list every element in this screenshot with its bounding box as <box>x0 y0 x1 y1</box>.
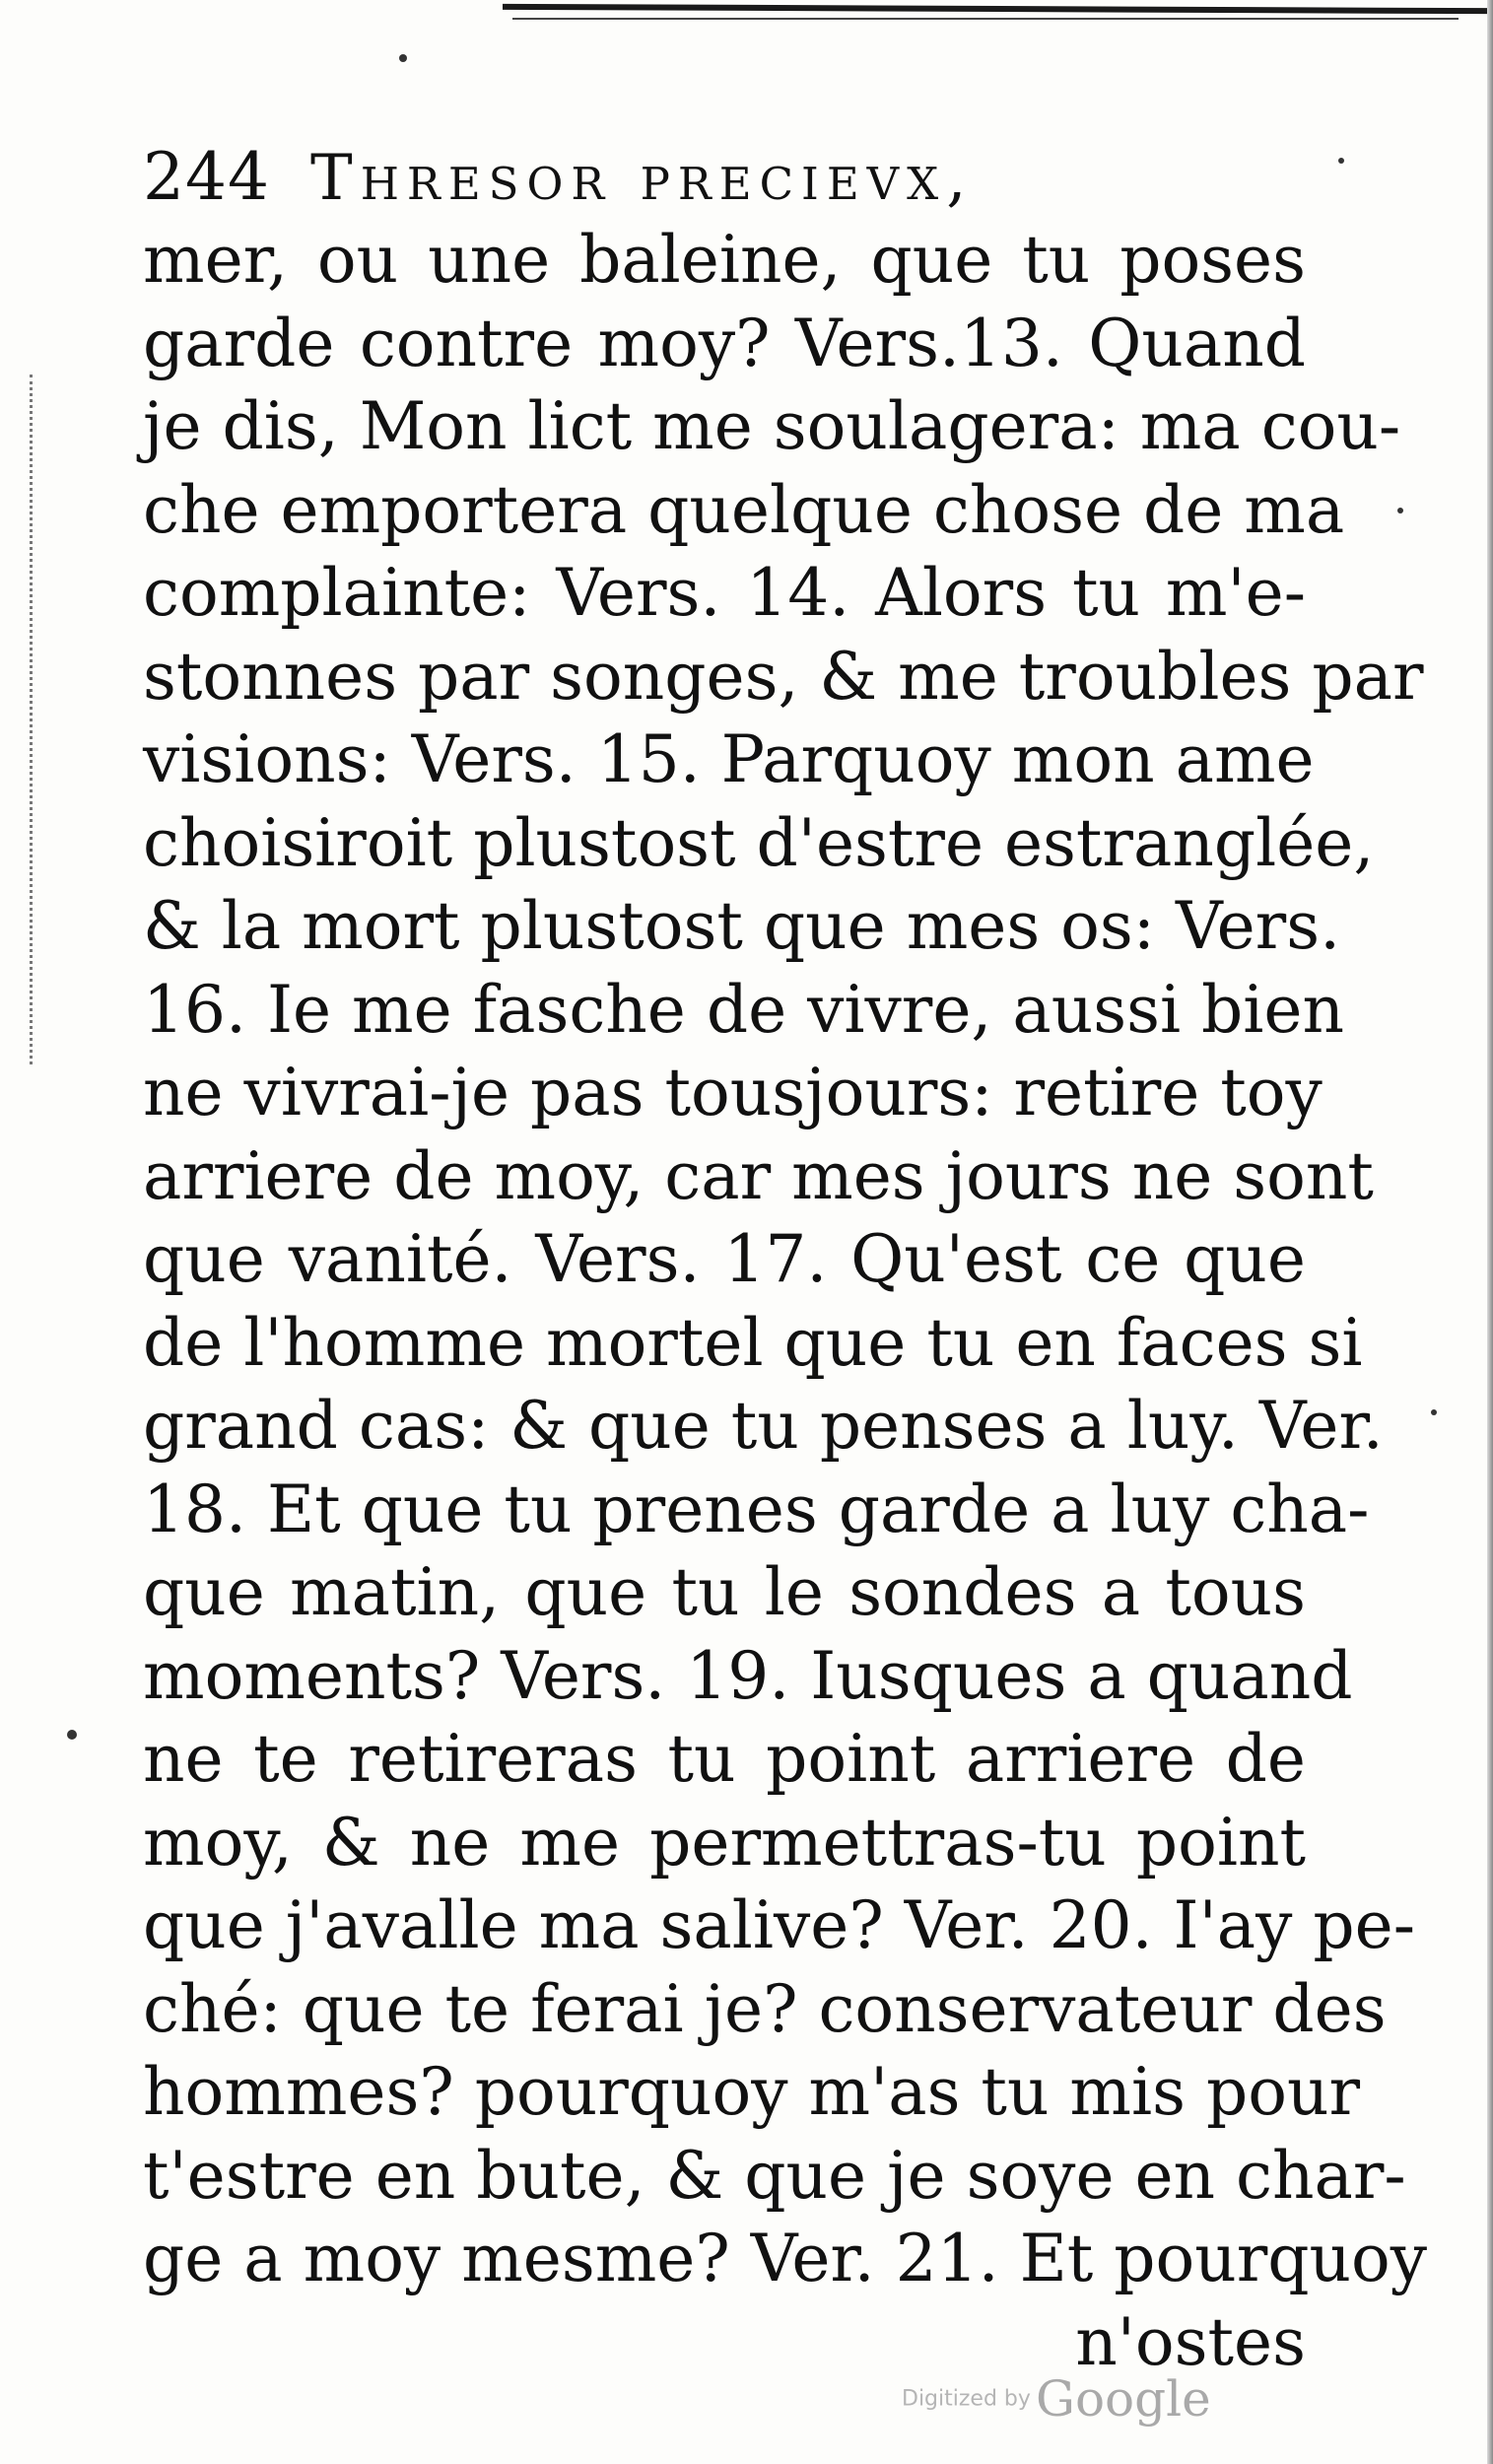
text-line: choisiroit plustost d'estre estranglée, <box>143 804 1375 881</box>
text-line: mer, ou une baleine, que tu poses <box>143 222 1306 298</box>
text-line: complainte: Vers. 14. Alors tu m'e- <box>143 555 1306 631</box>
text-line: que vanité. Vers. 17. Qu'est ce que <box>143 1221 1306 1297</box>
ink-speck <box>1338 158 1344 164</box>
text-line: moments? Vers. 19. Iusques a quand <box>143 1637 1353 1714</box>
text-line: ne vivrai-je pas tousjours: retire toy <box>143 1055 1323 1130</box>
text-line: grand cas: & que tu penses a luy. Ver. <box>143 1388 1384 1464</box>
text-line: que j'avalle ma salive? Ver. 20. I'ay pe- <box>143 1887 1415 1963</box>
page-header <box>143 136 1325 219</box>
left-margin-marks <box>30 375 38 1064</box>
digitization-watermark <box>902 2370 1211 2428</box>
watermark-brand: Google <box>1036 2370 1211 2428</box>
text-line: visions: Vers. 15. Parquoy mon ame <box>143 721 1315 797</box>
text-line: ché: que te ferai je? conservateur des <box>143 1970 1387 2047</box>
text-line: & la mort plustost que mes os: Vers. <box>143 888 1341 964</box>
right-page-edge <box>1487 0 1493 2464</box>
ink-speck <box>1397 508 1403 513</box>
text-line: che emportera quelque chose de ma <box>143 471 1345 548</box>
text-line: je dis, Mon lict me soulagera: ma cou- <box>143 388 1401 464</box>
text-line: de l'homme mortel que tu en faces si <box>143 1304 1363 1381</box>
text-line: 18. Et que tu prenes garde a luy cha- <box>143 1471 1370 1547</box>
top-edge-rule <box>503 4 1488 14</box>
page-text-block <box>143 136 1428 2384</box>
text-line: ne te retireras tu point arriere de <box>143 1721 1306 1797</box>
text-line: que matin, que tu le sondes a tous <box>143 1554 1306 1630</box>
watermark-prefix: Digitized by <box>902 2386 1031 2412</box>
text-line: stonnes par songes, & me troubles par <box>143 638 1424 715</box>
text-line: garde contre moy? Vers.13. Quand <box>143 305 1306 381</box>
page-number: 244 <box>143 139 270 215</box>
text-line: hommes? pourquoy m'as tu mis pour <box>143 2054 1361 2130</box>
text-line: 16. Ie me fasche de vivre, aussi bien <box>143 971 1344 1048</box>
ink-speck <box>399 54 407 62</box>
running-title: Thresor precievx, <box>310 142 975 215</box>
text-line: ge a moy mesme? Ver. 21. Et pourquoy <box>143 2221 1428 2296</box>
text-line: arriere de moy, car mes jours ne sont <box>143 1137 1374 1214</box>
top-edge-thin-rule <box>512 18 1459 20</box>
text-line: t'estre en bute, & que je soye en char- <box>143 2137 1406 2214</box>
ink-speck <box>1431 1409 1437 1415</box>
ink-speck <box>67 1730 77 1740</box>
text-line: moy, & ne me permettras-tu point <box>143 1804 1306 1881</box>
catchword: n'ostes <box>1075 2303 1306 2380</box>
